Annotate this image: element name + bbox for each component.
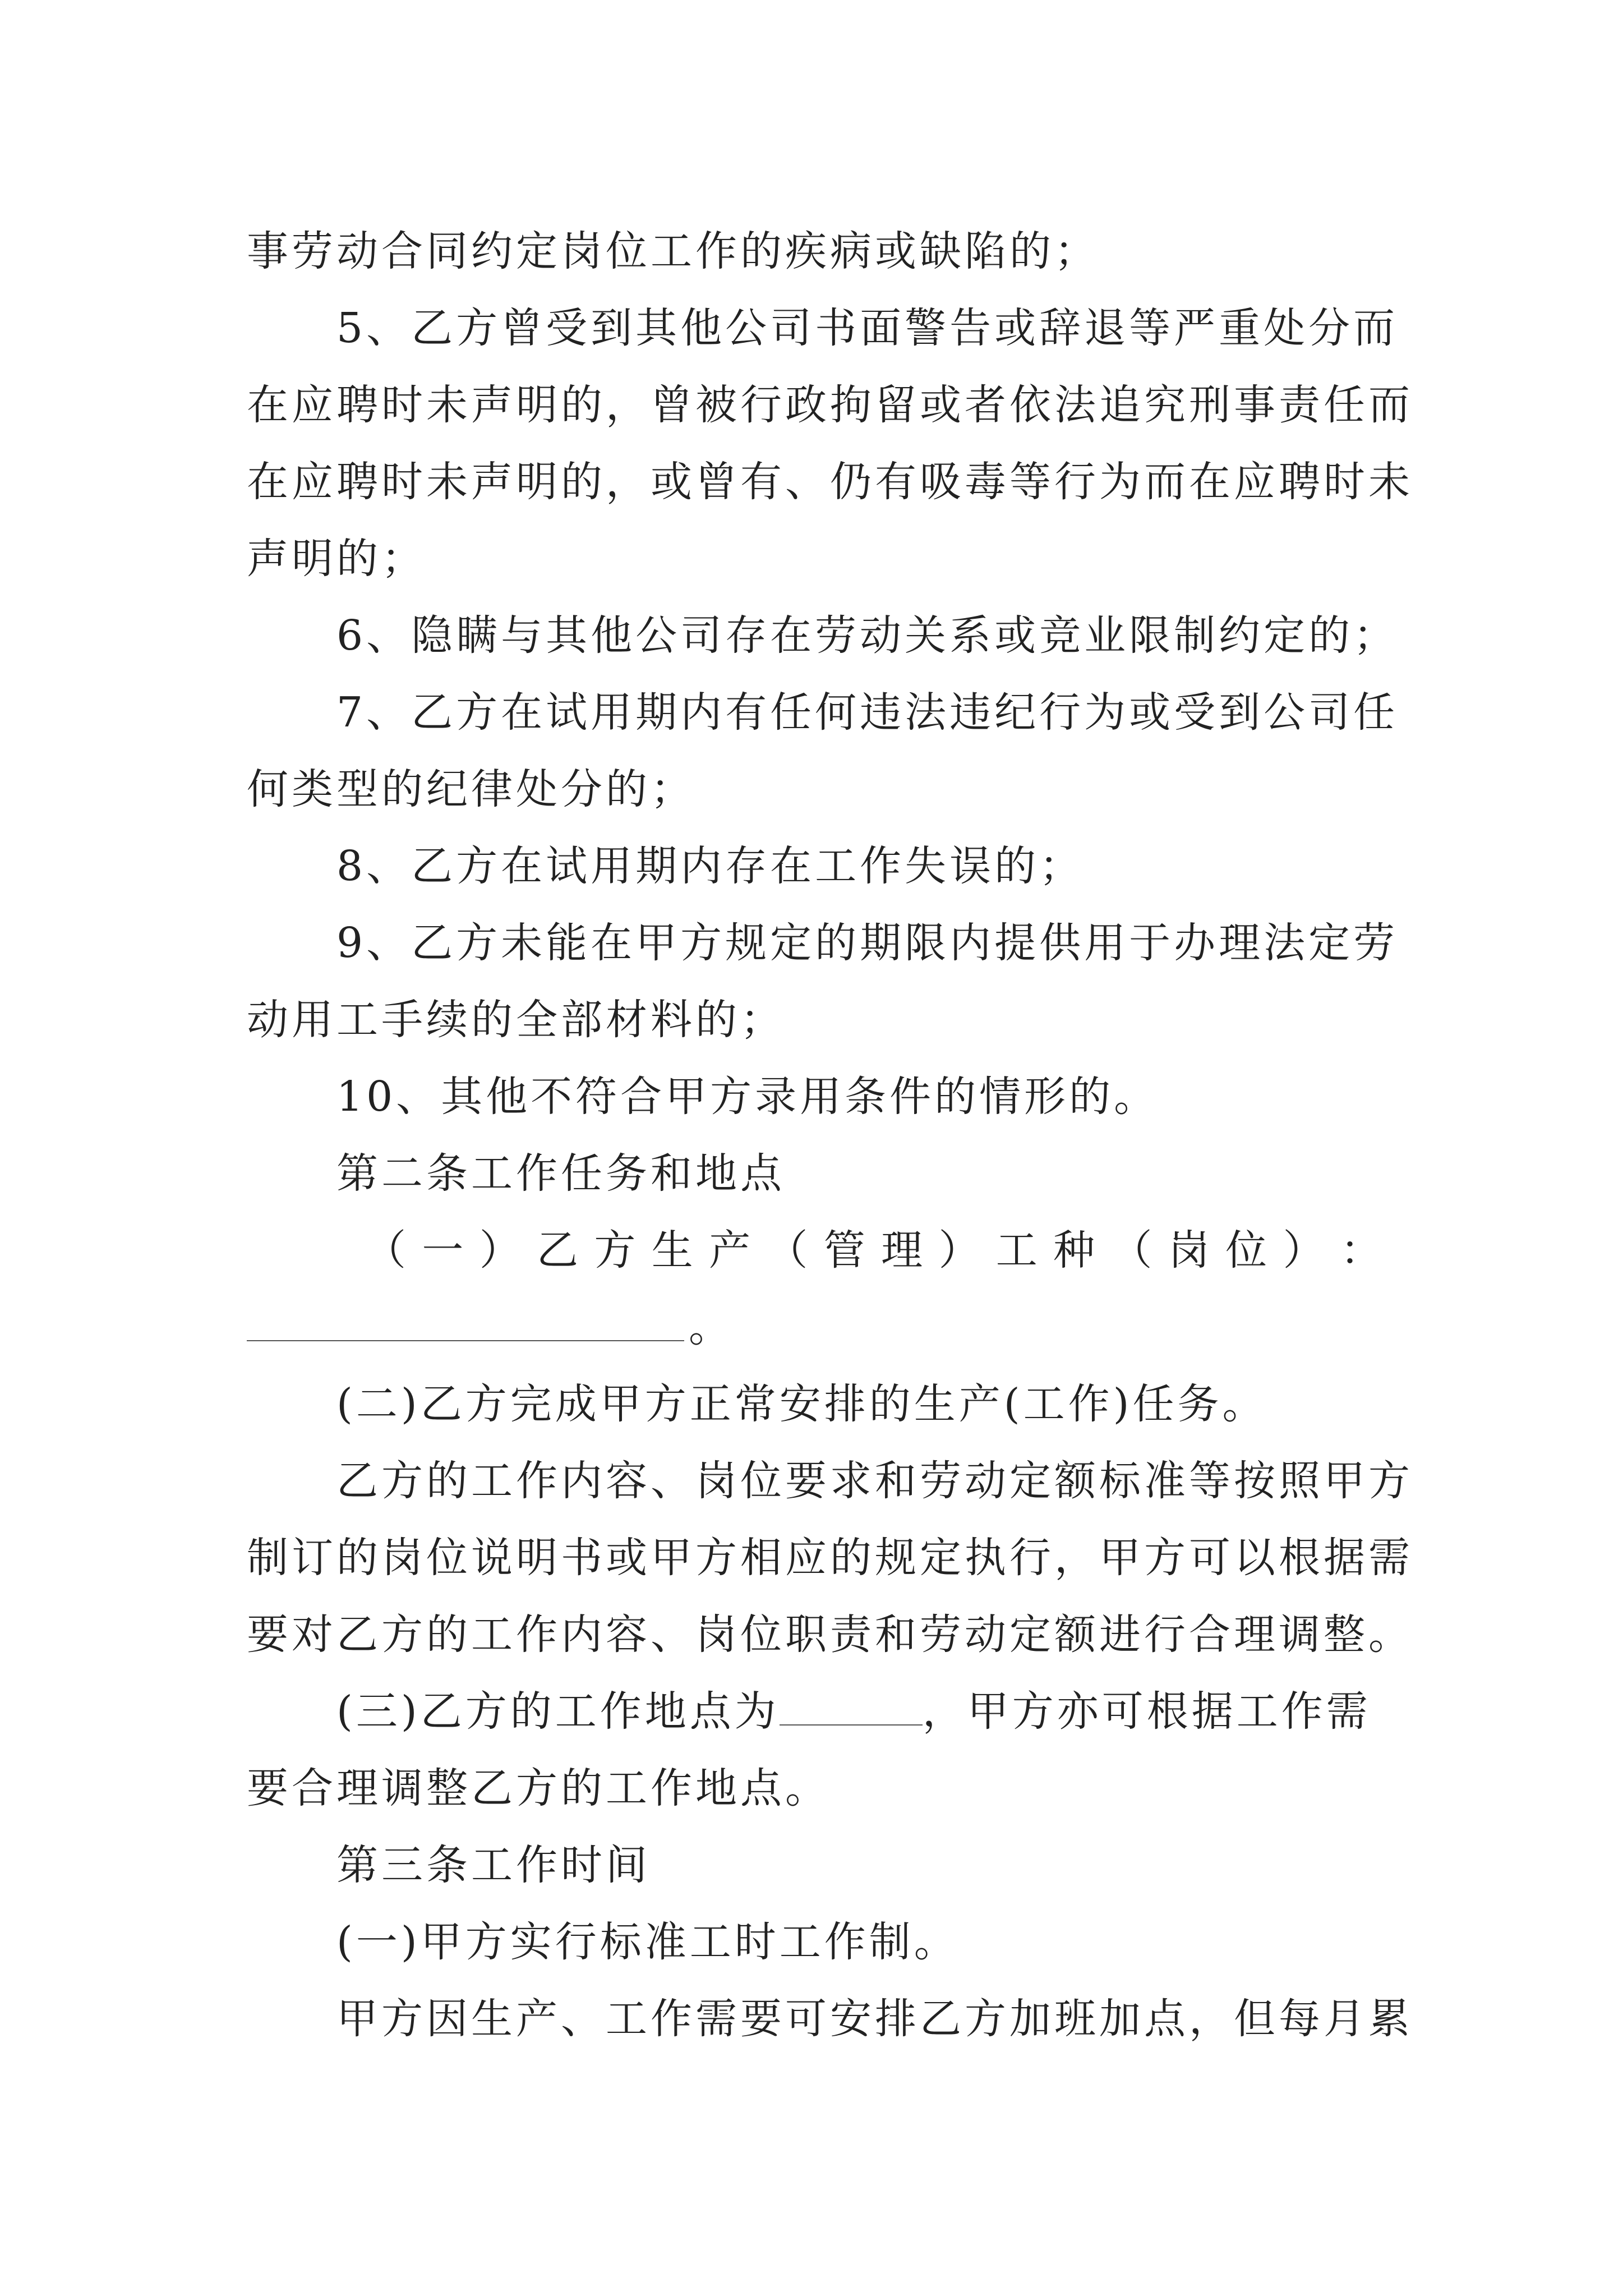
job-type-char: 种 (1053, 1226, 1099, 1274)
text-line: 要对乙方的工作内容、岗位职责和劳动定额进行合理调整。 (247, 1611, 1413, 1659)
text-line: 甲方因生产、工作需要可安排乙方加班加点，但每月累 (336, 1995, 1413, 2043)
text-line: 何类型的纪律处分的； (247, 765, 695, 813)
text-line: 声明的； (247, 535, 426, 583)
job-type-char: ） (479, 1226, 524, 1274)
document-body (247, 213, 1413, 2058)
text-line: 制订的岗位说明书或甲方相应的规定执行，甲方可以根据需 (247, 1534, 1413, 1582)
job-type-char: 位 (1225, 1226, 1271, 1274)
clause-9-line: 9、乙方未能在甲方规定的期限内提供用于办理法定劳 (336, 919, 1399, 967)
text-line: 事劳动合同约定岗位工作的疾病或缺陷的； (247, 227, 1099, 275)
work-location-label: (三)乙方的工作地点为 (336, 1687, 780, 1736)
work-location-blank (780, 1676, 923, 1726)
job-type-blank (247, 1292, 684, 1341)
job-type-char: （ (1110, 1226, 1156, 1274)
clause-7-line: 7、乙方在试用期内有任何违法违纪行为或受到公司任 (336, 688, 1399, 737)
clause-3-1-line: (一)甲方实行标准工时工作制。 (336, 1918, 959, 1966)
clause-10-line: 10、其他不符合甲方录用条件的情形的。 (336, 1073, 1159, 1121)
job-type-char: （ (365, 1226, 409, 1274)
clause-8-line: 8、乙方在试用期内存在工作失误的； (336, 842, 1085, 890)
job-type-char: ） (1283, 1226, 1328, 1274)
job-type-char: 生 (651, 1226, 697, 1274)
job-type-char: 产 (709, 1226, 754, 1274)
text-line: 乙方的工作内容、岗位要求和劳动定额标准等按照甲方 (336, 1457, 1413, 1505)
job-type-char: 方 (594, 1226, 639, 1274)
job-type-char: （ (766, 1226, 811, 1274)
job-type-char: 岗 (1168, 1226, 1213, 1274)
text-line: 在应聘时未声明的，或曾有、仍有吸毒等行为而在应聘时未 (247, 458, 1413, 506)
job-type-char: ： (1340, 1226, 1385, 1274)
job-type-char: ） (938, 1226, 984, 1274)
text-line: 在应聘时未声明的，曾被行政拘留或者依法追究刑事责任而 (247, 381, 1413, 429)
job-type-line (247, 1212, 1385, 1289)
clause-5-line: 5、乙方曾受到其他公司书面警告或辞退等严重处分而 (336, 304, 1399, 352)
clause-6-line: 6、隐瞒与其他公司存在劳动关系或竞业限制约定的； (336, 611, 1399, 660)
work-location-rest: ，甲方亦可根据工作需 (922, 1687, 1371, 1736)
article-2-heading: 第二条工作任务和地点 (336, 1149, 785, 1198)
text-line: 动用工手续的全部材料的； (247, 996, 785, 1044)
job-type-char: 乙 (537, 1226, 582, 1274)
job-type-blank-line (247, 1289, 1385, 1366)
job-type-char: 理 (881, 1226, 926, 1274)
job-type-char: 管 (823, 1226, 869, 1274)
job-type-char: 一 (422, 1226, 467, 1274)
blank-end-mark: 。 (689, 1303, 734, 1351)
article-3-heading: 第三条工作时间 (336, 1841, 651, 1889)
clause-2-2-line: (二)乙方完成甲方正常安排的生产(工作)任务。 (336, 1380, 1267, 1428)
text-line: 要合理调整乙方的工作地点。 (247, 1764, 830, 1812)
job-type-char: 工 (995, 1226, 1041, 1274)
work-location-line (247, 1673, 1385, 1750)
